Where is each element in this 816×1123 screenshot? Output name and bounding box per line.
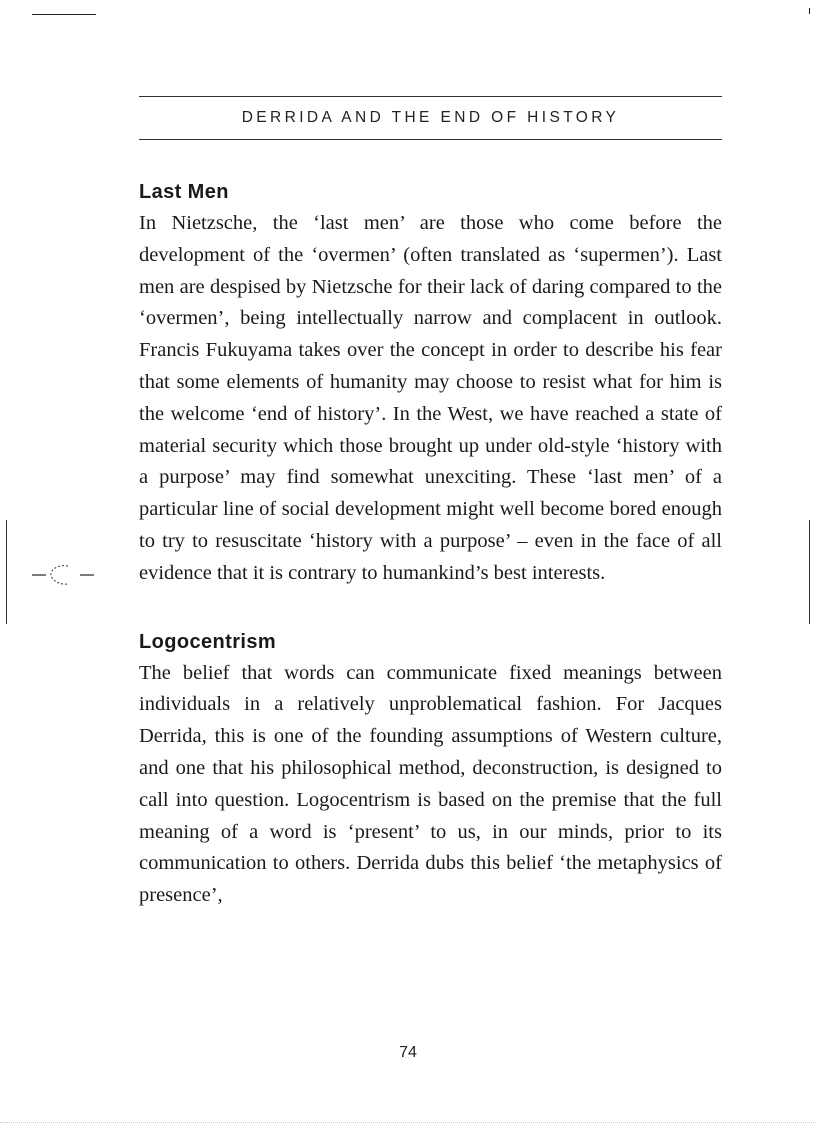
section-body-last-men: In Nietzsche, the ‘last men’ are those who come before the development of the ‘overmen’ (often translated as ‘supermen’). Last men are despised by Nietzsche for their lack of daring compared to the ‘overmen’, being intellectually narrow and complacent in outlook. Francis Fukuyama takes over the concept in order to describe his fear that some elements of humanity may choose to resist what for him is the welcome ‘end of history’. In the West, we have reached a state of material security which those brought up under old-style ‘history with a purpose’ may find somewhat unexciting. These ‘last men’ of a particular line of social development might well become bored enough to try to resuscitate ‘history with a purpose’ – even in the face of all evidence that it is contrary to humankind’s best interests. [139,212,722,584]
section-body-logocentrism: The belief that words can communicate fixed meanings between individuals in a relatively unproblematical fashion. For Jacques Derrida, this is one of the founding assumptions of Western culture, and one that his philosophical method, deconstruction, is designed to call into question. Logocentrism is based on the premise that the full meaning of a word is ‘present’ to us, in our minds, prior to its communication to others. Derrida dubs this belief ‘the metaphysics of presence’, [139,661,722,907]
section-title-logocentrism: Logocentrism [139,630,277,653]
running-head: DERRIDA AND THE END OF HISTORY [139,96,722,140]
section-gap [139,590,722,626]
page-content [139,176,722,912]
crop-mark-top [32,14,96,15]
page-number: 74 [399,1044,417,1061]
section-title-last-men: Last Men [139,181,229,203]
crop-mark-right [809,520,810,624]
crop-mark-left [6,520,7,624]
crop-mark-corner [809,8,810,14]
registration-mark-icon [32,560,94,590]
